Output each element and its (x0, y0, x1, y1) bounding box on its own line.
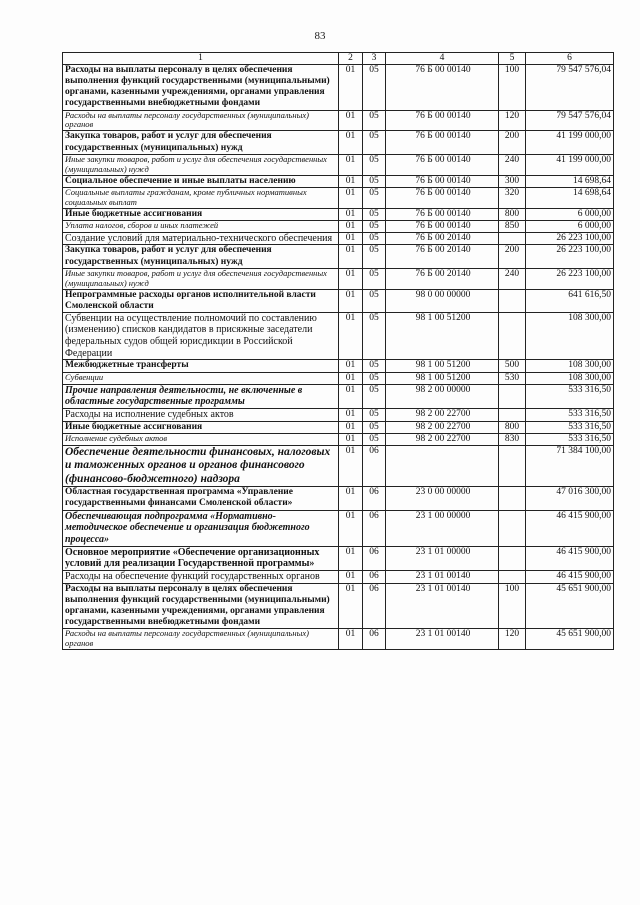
subsection-code-cell: 05 (363, 312, 386, 360)
table-row (63, 65, 614, 110)
target-article-cell: 23 1 01 00140 (386, 629, 499, 650)
subsection-code-cell: 05 (363, 110, 386, 131)
section-code-cell: 01 (339, 445, 363, 486)
row-name-cell: Уплата налогов, сборов и иных платежей (63, 220, 339, 232)
table-row (63, 570, 614, 583)
subsection-code-cell: 05 (363, 220, 386, 232)
subsection-code-cell: 05 (363, 384, 386, 408)
table-row (63, 245, 614, 268)
amount-cell: 47 016 300,00 (526, 487, 614, 510)
amount-cell: 108 300,00 (526, 312, 614, 360)
row-name-cell: Закупка товаров, работ и услуг для обеспечения государственных (муниципальных) нужд (63, 131, 339, 154)
section-code-cell: 01 (339, 629, 363, 650)
target-article-cell: 76 Б 00 20140 (386, 245, 499, 268)
amount-cell: 46 415 900,00 (526, 510, 614, 546)
subsection-code-cell: 05 (363, 360, 386, 372)
column-header: 1 (63, 53, 339, 65)
section-code-cell: 01 (339, 65, 363, 110)
section-code-cell: 01 (339, 384, 363, 408)
expense-type-cell (499, 546, 526, 570)
subsection-code-cell: 05 (363, 232, 386, 245)
column-header: 6 (526, 53, 614, 65)
table-row (63, 154, 614, 175)
expense-type-cell (499, 487, 526, 510)
amount-cell: 26 223 100,00 (526, 268, 614, 289)
target-article-cell: 98 1 00 51200 (386, 312, 499, 360)
expense-type-cell (499, 312, 526, 360)
table-row (63, 110, 614, 131)
amount-cell: 79 547 576,04 (526, 65, 614, 110)
target-article-cell: 98 1 00 51200 (386, 372, 499, 384)
target-article-cell: 76 Б 00 00140 (386, 110, 499, 131)
expense-type-cell (499, 232, 526, 245)
target-article-cell: 76 Б 00 20140 (386, 268, 499, 289)
section-code-cell: 01 (339, 409, 363, 422)
row-name-cell: Иные бюджетные ассигнования (63, 208, 339, 220)
subsection-code-cell: 05 (363, 433, 386, 445)
expense-type-cell: 500 (499, 360, 526, 372)
amount-cell: 108 300,00 (526, 360, 614, 372)
row-name-cell: Расходы на выплаты персоналу государственных (муниципальных) органов (63, 110, 339, 131)
section-code-cell: 01 (339, 546, 363, 570)
target-article-cell: 23 1 01 00140 (386, 583, 499, 628)
amount-cell: 641 616,50 (526, 289, 614, 312)
row-name-cell: Расходы на обеспечение функций государственных органов (63, 570, 339, 583)
table-row (63, 220, 614, 232)
table-row (63, 583, 614, 628)
section-code-cell: 01 (339, 154, 363, 175)
expense-type-cell: 200 (499, 131, 526, 154)
row-name-cell: Основное мероприятие «Обеспечение организационных условий для реализации Государственной программы» (63, 546, 339, 570)
subsection-code-cell: 06 (363, 487, 386, 510)
expense-type-cell: 200 (499, 245, 526, 268)
amount-cell: 14 698,64 (526, 175, 614, 187)
section-code-cell: 01 (339, 187, 363, 208)
table-row (63, 312, 614, 360)
target-article-cell: 76 Б 00 00140 (386, 175, 499, 187)
target-article-cell: 23 1 01 00140 (386, 570, 499, 583)
expense-type-cell: 240 (499, 154, 526, 175)
column-header: 4 (386, 53, 499, 65)
amount-cell: 46 415 900,00 (526, 546, 614, 570)
expense-type-cell: 300 (499, 175, 526, 187)
amount-cell: 26 223 100,00 (526, 245, 614, 268)
amount-cell: 46 415 900,00 (526, 570, 614, 583)
section-code-cell: 01 (339, 583, 363, 628)
subsection-code-cell: 06 (363, 445, 386, 486)
subsection-code-cell: 05 (363, 154, 386, 175)
subsection-code-cell: 06 (363, 570, 386, 583)
amount-cell: 41 199 000,00 (526, 131, 614, 154)
amount-cell: 533 316,50 (526, 433, 614, 445)
expense-type-cell (499, 510, 526, 546)
table-row (63, 232, 614, 245)
subsection-code-cell: 06 (363, 546, 386, 570)
subsection-code-cell: 06 (363, 583, 386, 628)
table-row (63, 433, 614, 445)
row-name-cell: Иные закупки товаров, работ и услуг для обеспечения государственных (муниципальных) нужд (63, 154, 339, 175)
section-code-cell: 01 (339, 175, 363, 187)
section-code-cell: 01 (339, 487, 363, 510)
expense-type-cell: 120 (499, 629, 526, 650)
target-article-cell: 98 1 00 51200 (386, 360, 499, 372)
target-article-cell: 76 Б 00 00140 (386, 187, 499, 208)
section-code-cell: 01 (339, 360, 363, 372)
table-row (63, 445, 614, 486)
table-row (63, 187, 614, 208)
amount-cell: 45 651 900,00 (526, 583, 614, 628)
row-name-cell: Обеспечение деятельности финансовых, налоговых и таможенных органов и органов финансового (финансово-бюджетного) надзора (63, 445, 339, 486)
amount-cell: 41 199 000,00 (526, 154, 614, 175)
table-header-row (63, 53, 614, 65)
row-name-cell: Прочие направления деятельности, не включенные в областные государственные программы (63, 384, 339, 408)
subsection-code-cell: 06 (363, 510, 386, 546)
budget-table (62, 52, 614, 650)
row-name-cell: Расходы на выплаты персоналу государственных (муниципальных) органов (63, 629, 339, 650)
expense-type-cell (499, 445, 526, 486)
amount-cell: 6 000,00 (526, 208, 614, 220)
expense-type-cell: 320 (499, 187, 526, 208)
column-header: 5 (499, 53, 526, 65)
expense-type-cell: 800 (499, 421, 526, 433)
row-name-cell: Межбюджетные трансферты (63, 360, 339, 372)
subsection-code-cell: 05 (363, 65, 386, 110)
subsection-code-cell: 06 (363, 629, 386, 650)
amount-cell: 533 316,50 (526, 409, 614, 422)
expense-type-cell (499, 384, 526, 408)
row-name-cell: Непрограммные расходы органов исполнительной власти Смоленской области (63, 289, 339, 312)
section-code-cell: 01 (339, 570, 363, 583)
row-name-cell: Субвенции (63, 372, 339, 384)
amount-cell: 79 547 576,04 (526, 110, 614, 131)
amount-cell: 6 000,00 (526, 220, 614, 232)
row-name-cell: Исполнение судебных актов (63, 433, 339, 445)
row-name-cell: Расходы на исполнение судебных актов (63, 409, 339, 422)
expense-type-cell: 100 (499, 65, 526, 110)
section-code-cell: 01 (339, 289, 363, 312)
target-article-cell: 23 0 00 00000 (386, 487, 499, 510)
section-code-cell: 01 (339, 268, 363, 289)
row-name-cell: Расходы на выплаты персоналу в целях обеспечения выполнения функций государственными (муниципальными) органами, казенными учреждениями, органами управления государственными внебюджетными фондами (63, 65, 339, 110)
table-row (63, 409, 614, 422)
amount-cell: 108 300,00 (526, 372, 614, 384)
section-code-cell: 01 (339, 421, 363, 433)
row-name-cell: Создание условий для материально-технического обеспечения (63, 232, 339, 245)
table-row (63, 629, 614, 650)
amount-cell: 45 651 900,00 (526, 629, 614, 650)
row-name-cell: Расходы на выплаты персоналу в целях обеспечения выполнения функций государственными (муниципальными) органами, казенными учреждениями, органами управления государственными внебюджетными фондами (63, 583, 339, 628)
amount-cell: 533 316,50 (526, 384, 614, 408)
table-row (63, 268, 614, 289)
target-article-cell: 98 2 00 22700 (386, 409, 499, 422)
table-row (63, 487, 614, 510)
subsection-code-cell: 05 (363, 372, 386, 384)
subsection-code-cell: 05 (363, 208, 386, 220)
subsection-code-cell: 05 (363, 131, 386, 154)
column-header: 3 (363, 53, 386, 65)
row-name-cell: Обеспечивающая подпрограмма «Нормативно-методическое обеспечение и организация бюджетного процесса» (63, 510, 339, 546)
target-article-cell: 76 Б 00 00140 (386, 65, 499, 110)
subsection-code-cell: 05 (363, 175, 386, 187)
row-name-cell: Социальное обеспечение и иные выплаты населению (63, 175, 339, 187)
expense-type-cell: 240 (499, 268, 526, 289)
table-row (63, 372, 614, 384)
section-code-cell: 01 (339, 110, 363, 131)
row-name-cell: Социальные выплаты гражданам, кроме публичных нормативных социальных выплат (63, 187, 339, 208)
section-code-cell: 01 (339, 245, 363, 268)
target-article-cell: 76 Б 00 00140 (386, 208, 499, 220)
section-code-cell: 01 (339, 131, 363, 154)
amount-cell: 71 384 100,00 (526, 445, 614, 486)
page-number: 83 (314, 30, 326, 42)
target-article-cell: 76 Б 00 00140 (386, 131, 499, 154)
table-row (63, 289, 614, 312)
target-article-cell: 98 0 00 00000 (386, 289, 499, 312)
expense-type-cell (499, 289, 526, 312)
row-name-cell: Субвенции на осуществление полномочий по составлению (изменению) списков кандидатов в присяжные заседатели федеральных судов общей юрисдикции в Российской Федерации (63, 312, 339, 360)
subsection-code-cell: 05 (363, 268, 386, 289)
row-name-cell: Закупка товаров, работ и услуг для обеспечения государственных (муниципальных) нужд (63, 245, 339, 268)
subsection-code-cell: 05 (363, 409, 386, 422)
expense-type-cell (499, 409, 526, 422)
target-article-cell: 76 Б 00 00140 (386, 154, 499, 175)
section-code-cell: 01 (339, 433, 363, 445)
table-row (63, 384, 614, 408)
table-row (63, 175, 614, 187)
column-header: 2 (339, 53, 363, 65)
expense-type-cell: 800 (499, 208, 526, 220)
table-row (63, 421, 614, 433)
expense-type-cell: 850 (499, 220, 526, 232)
section-code-cell: 01 (339, 208, 363, 220)
target-article-cell: 23 1 00 00000 (386, 510, 499, 546)
subsection-code-cell: 05 (363, 245, 386, 268)
table-row (63, 208, 614, 220)
target-article-cell (386, 445, 499, 486)
target-article-cell: 23 1 01 00000 (386, 546, 499, 570)
section-code-cell: 01 (339, 312, 363, 360)
expense-type-cell: 100 (499, 583, 526, 628)
target-article-cell: 98 2 00 22700 (386, 433, 499, 445)
budget-table-body (63, 53, 614, 650)
table-row (63, 510, 614, 546)
expense-type-cell: 830 (499, 433, 526, 445)
target-article-cell: 98 2 00 00000 (386, 384, 499, 408)
row-name-cell: Иные закупки товаров, работ и услуг для обеспечения государственных (муниципальных) нужд (63, 268, 339, 289)
subsection-code-cell: 05 (363, 421, 386, 433)
table-row (63, 360, 614, 372)
amount-cell: 533 316,50 (526, 421, 614, 433)
amount-cell: 26 223 100,00 (526, 232, 614, 245)
expense-type-cell: 120 (499, 110, 526, 131)
section-code-cell: 01 (339, 220, 363, 232)
section-code-cell: 01 (339, 232, 363, 245)
section-code-cell: 01 (339, 372, 363, 384)
section-code-cell: 01 (339, 510, 363, 546)
table-row (63, 131, 614, 154)
table-row (63, 546, 614, 570)
amount-cell: 14 698,64 (526, 187, 614, 208)
expense-type-cell (499, 570, 526, 583)
subsection-code-cell: 05 (363, 187, 386, 208)
target-article-cell: 76 Б 00 00140 (386, 220, 499, 232)
row-name-cell: Областная государственная программа «Управление государственными финансами Смоленской области» (63, 487, 339, 510)
subsection-code-cell: 05 (363, 289, 386, 312)
expense-type-cell: 530 (499, 372, 526, 384)
target-article-cell: 98 2 00 22700 (386, 421, 499, 433)
row-name-cell: Иные бюджетные ассигнования (63, 421, 339, 433)
target-article-cell: 76 Б 00 20140 (386, 232, 499, 245)
